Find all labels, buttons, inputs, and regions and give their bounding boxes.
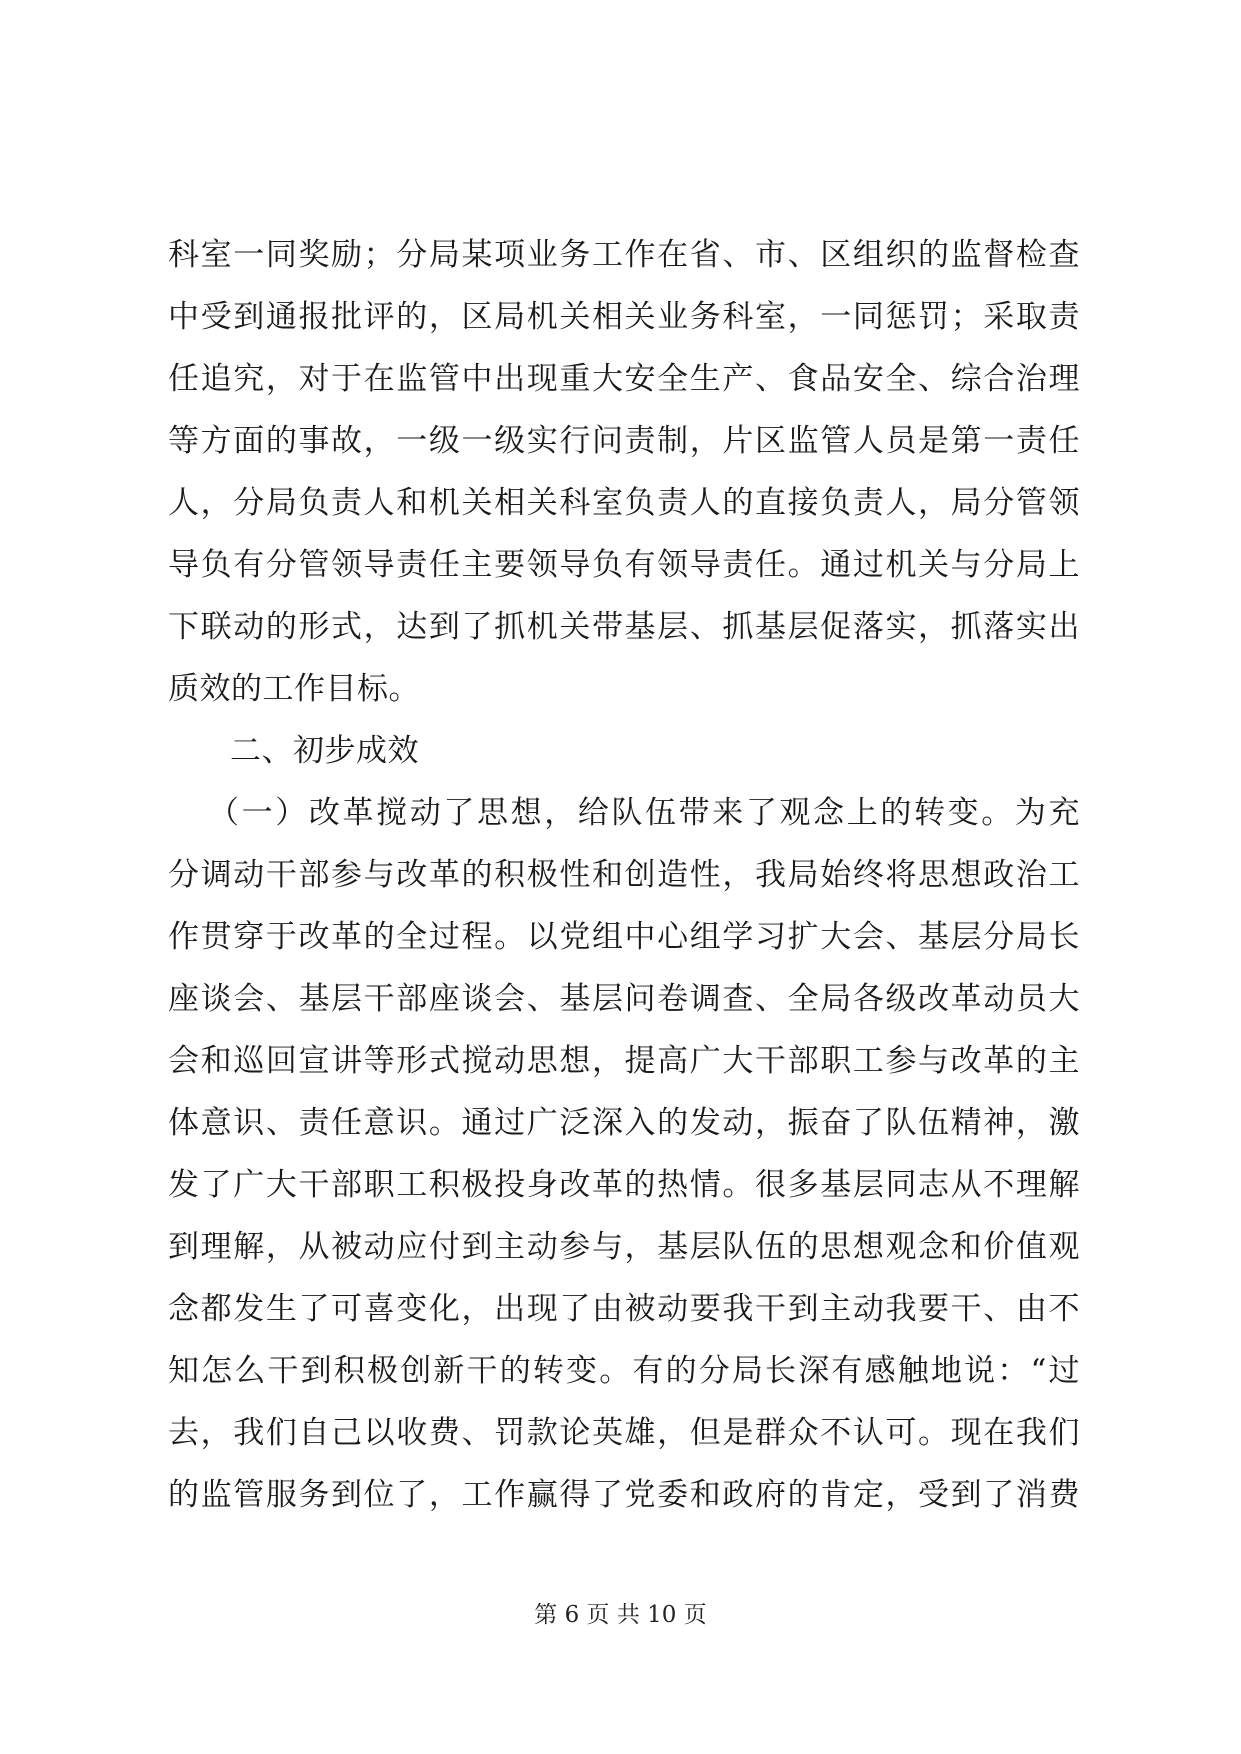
text-line: 中受到通报批评的，区局机关相关业务科室，一同惩罚；采取责 [168, 299, 1080, 335]
text-line: 质效的工作目标。 [168, 671, 420, 707]
text-line: 知怎么干到积极创新干的转变。有的分局长深有感触地说：“过 [168, 1353, 1080, 1389]
body-text [168, 224, 1080, 1526]
text-line: 下联动的形式，达到了抓机关带基层、抓基层促落实，抓落实出 [168, 609, 1080, 645]
text-line: 体意识、责任意识。通过广泛深入的发动，振奋了队伍精神，激 [168, 1105, 1080, 1141]
text-line: 座谈会、基层干部座谈会、基层问卷调查、全局各级改革动员大 [168, 981, 1080, 1017]
text-line: 发了广大干部职工积极投身改革的热情。很多基层同志从不理解 [168, 1167, 1080, 1203]
text-line: 到理解，从被动应付到主动参与，基层队伍的思想观念和价值观 [168, 1229, 1080, 1265]
text-line: 人，分局负责人和机关相关科室负责人的直接负责人，局分管领 [168, 485, 1080, 521]
paragraph-2 [168, 782, 1080, 1526]
text-line: 任追究，对于在监管中出现重大安全生产、食品安全、综合治理 [168, 361, 1080, 397]
text-line: 去，我们自己以收费、罚款论英雄，但是群众不认可。现在我们 [168, 1415, 1080, 1451]
text-line: 分调动干部参与改革的积极性和创造性，我局始终将思想政治工 [168, 857, 1080, 893]
text-line: 作贯穿于改革的全过程。以党组中心组学习扩大会、基层分局长 [168, 919, 1080, 955]
page-number: 第 6 页 共 10 页 [534, 1602, 707, 1628]
text-line: （一）改革搅动了思想，给队伍带来了观念上的转变。为充 [208, 795, 1080, 831]
text-line: 导负有分管领导责任主要领导负有领导责任。通过机关与分局上 [168, 547, 1080, 583]
text-line: 念都发生了可喜变化，出现了由被动要我干到主动我要干、由不 [168, 1291, 1080, 1327]
section-heading: 二、初步成效 [230, 733, 419, 769]
page-footer [0, 1600, 1241, 1630]
text-line: 的监管服务到位了，工作赢得了党委和政府的肯定，受到了消费 [168, 1477, 1080, 1513]
paragraph-1 [168, 224, 1080, 720]
text-line: 会和巡回宣讲等形式搅动思想，提高广大干部职工参与改革的主 [168, 1043, 1080, 1079]
text-line: 等方面的事故，一级一级实行问责制，片区监管人员是第一责任 [168, 423, 1080, 459]
text-line: 科室一同奖励；分局某项业务工作在省、市、区组织的监督检查 [168, 237, 1080, 273]
